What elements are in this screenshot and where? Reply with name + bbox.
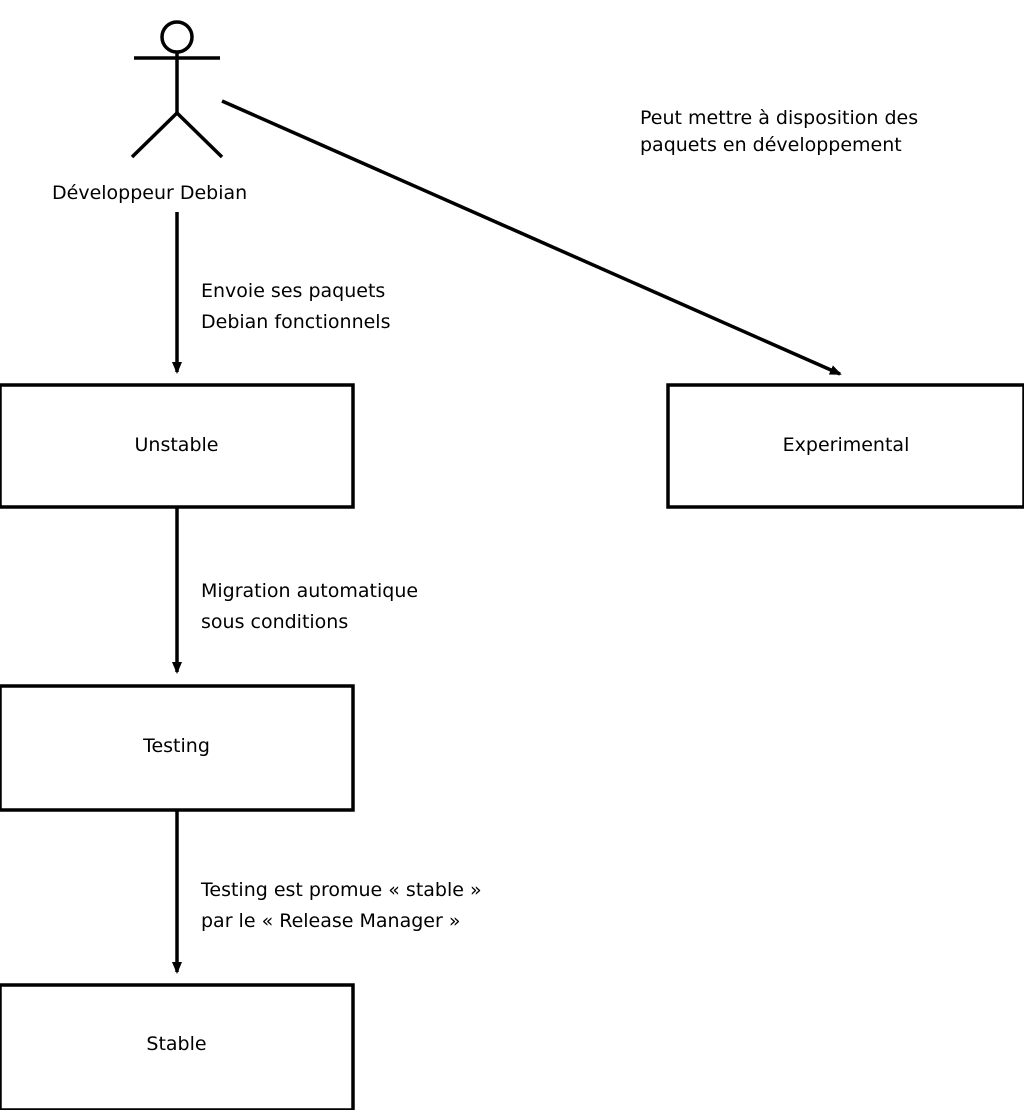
node-experimental-label: Experimental: [782, 434, 910, 456]
node-unstable-label: Unstable: [134, 434, 219, 456]
edge-dev-to-experimental-label-line1: Peut mettre à disposition des: [640, 107, 919, 129]
edge-dev-to-experimental-label-line2: paquets en développement: [640, 134, 902, 156]
node-testing-label: Testing: [143, 735, 210, 757]
node-stable-label: Stable: [146, 1033, 207, 1055]
edge-dev-to-unstable-label-line2: Debian fonctionnels: [201, 311, 391, 333]
edge-dev-to-unstable-label-line1: Envoie ses paquets: [201, 280, 386, 302]
developer-actor-figure: [132, 22, 222, 157]
edge-unstable-to-testing-label-line1: Migration automatique: [201, 580, 419, 602]
edge-testing-to-stable-label-line1: Testing est promue « stable »: [201, 879, 482, 901]
edge-testing-to-stable-label-line2: par le « Release Manager »: [201, 910, 461, 932]
edge-unstable-to-testing-label-line2: sous conditions: [201, 611, 349, 633]
developer-actor-label: Développeur Debian: [52, 182, 248, 204]
